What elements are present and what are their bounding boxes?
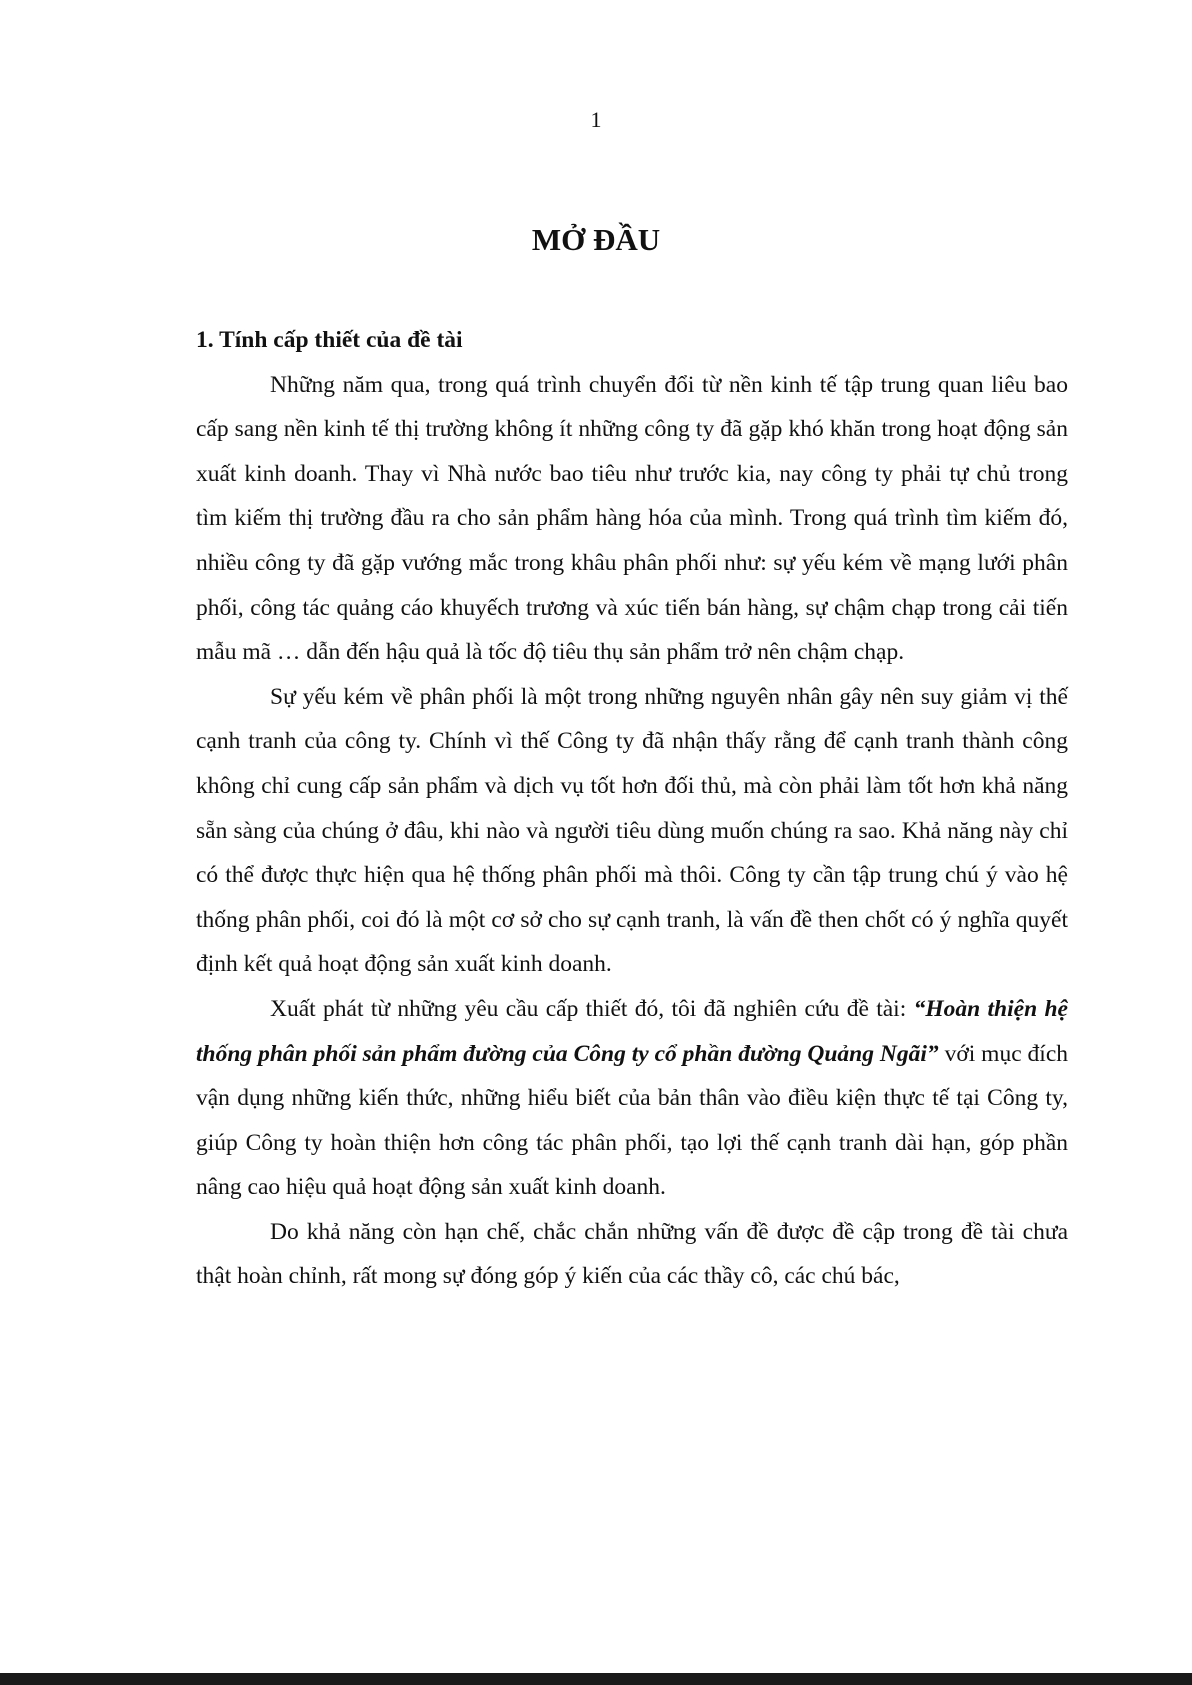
paragraph-1: Những năm qua, trong quá trình chuyển đổi từ nền kinh tế tập trung quan liêu bao cấp sang nền kinh tế thị trường không ít những công ty đã gặp khó khăn trong hoạt động sản xuất kinh doanh. Thay vì Nhà nước bao tiêu như trước kia, nay công ty phải tự chủ trong tìm kiếm thị trường đầu ra cho sản phẩm hàng hóa của mình. Trong quá trình tìm kiếm đó, nhiều công ty đã gặp vướng mắc trong khâu phân phối như: sự yếu kém về mạng lưới phân phối, công tác quảng cáo khuyếch trương và xúc tiến bán hàng, sự chậm chạp trong cải tiến mẫu mã … dẫn đến hậu quả là tốc độ tiêu thụ sản phẩm trở nên chậm chạp.	[196, 371, 1068, 666]
paragraph-4: Do khả năng còn hạn chế, chắc chắn những vấn đề được đề cập trong đề tài chưa thật hoàn chỉnh, rất mong sự đóng góp ý kiến của các thầy cô, các chú bác,	[196, 1218, 1068, 1290]
paragraph-3	[196, 987, 1068, 1210]
bottom-border	[0, 1673, 1192, 1685]
paragraph-3-rest: với mục đích vận dụng những kiến thức, những hiểu biết của bản thân vào điều kiện thực tế tại Công ty, giúp Công ty hoàn thiện hơn công tác phân phối, tạo lợi thế cạnh tranh dài hạn, góp phần nâng cao hiệu quả hoạt động sản xuất kinh doanh.	[196, 1040, 1068, 1201]
paragraph-2: Sự yếu kém về phân phối là một trong những nguyên nhân gây nên suy giảm vị thế cạnh tranh của công ty. Chính vì thế Công ty đã nhận thấy rằng để cạnh tranh thành công không chỉ cung cấp sản phẩm và dịch vụ tốt hơn đối thủ, mà còn phải làm tốt hơn khả năng sẵn sàng của chúng ở đâu, khi nào và người tiêu dùng muốn chúng ra sao. Khả năng này chỉ có thể được thực hiện qua hệ thống phân phối mà thôi. Công ty cần tập trung chú ý vào hệ thống phân phối, coi đó là một cơ sở cho sự cạnh tranh, là vấn đề then chốt có ý nghĩa quyết định kết quả hoạt động sản xuất kinh doanh.	[196, 683, 1068, 978]
section-heading: 1. Tính cấp thiết của đề tài	[196, 327, 463, 353]
thesis-title: “Hoàn thiện hệ thống phân phối sản phẩm đường của Công ty cổ phần đường Quảng Ngãi”	[196, 995, 1068, 1067]
paragraph-3-lead: Xuất phát từ những yêu cầu cấp thiết đó, tôi đã nghiên cứu đề tài:	[270, 995, 914, 1022]
document-body	[196, 318, 1068, 1299]
page-title: MỞ ĐẦU	[531, 222, 661, 257]
page-number: 1	[590, 107, 602, 132]
